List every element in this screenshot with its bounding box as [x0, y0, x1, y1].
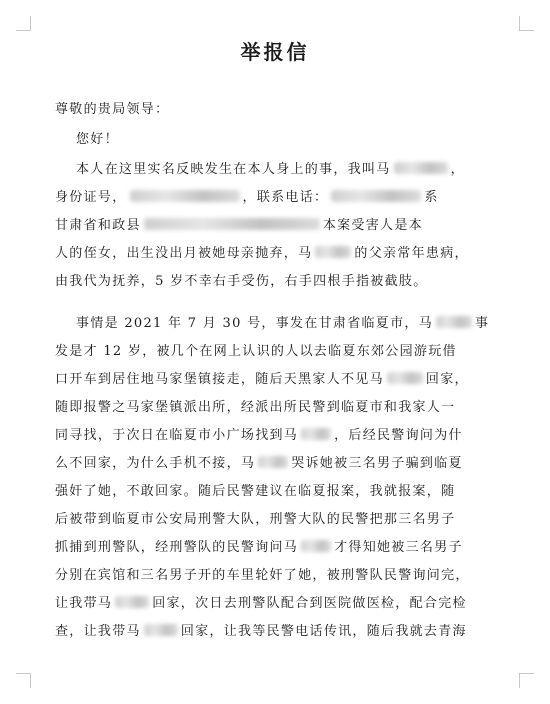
- letter-text: 让我带马: [55, 596, 113, 611]
- redacted-info: [387, 372, 423, 384]
- letter-text: 后被带到临夏市公安局刑警大队，刑警大队的民警把那三名男子: [55, 512, 456, 527]
- letter-line: [55, 480, 475, 499]
- letter-line: [55, 508, 475, 527]
- letter-text: ，联系电话：: [242, 190, 329, 205]
- letter-line: [55, 396, 475, 415]
- letter-text: 回家，: [425, 372, 469, 387]
- letter-text: 么不回家，为什么手机不接，马: [55, 456, 256, 471]
- redacted-info: [301, 540, 331, 552]
- page-corner-mark: [16, 16, 31, 31]
- letter-text: 身份证号，: [55, 190, 127, 205]
- letter-text: 随即报警之马家堡镇派出所，经派出所民警到临夏市和我家人一: [55, 400, 456, 415]
- redacted-info: [144, 218, 320, 230]
- letter-text: 口开车到居住地马家堡镇接走，随后天黑家人不见马: [55, 372, 384, 387]
- letter-text: 本人在这里实名反映发生在本人身上的事，我叫马: [76, 162, 391, 177]
- redacted-info: [315, 246, 351, 258]
- letter-line: [55, 242, 475, 261]
- letter-line: [55, 340, 475, 359]
- page-corner-mark: [519, 16, 534, 31]
- letter-line: [55, 564, 475, 583]
- letter-text: 才得知她被三名男子: [334, 540, 463, 555]
- letter-text: 查，让我带马: [55, 624, 141, 639]
- letter-text: 抓捕到刑警队，经刑警队的民警询问马: [55, 540, 299, 555]
- letter-text: 系: [424, 190, 439, 205]
- letter-text: 发是才 12 岁，被几个在网上认识的人以去临夏东郊公园游玩借: [55, 344, 457, 359]
- letter-text: 由我代为抚养，5 岁不幸右手受伤，右手四根手指被截肢。: [55, 274, 428, 289]
- letter-text: 事: [475, 316, 490, 331]
- redacted-info: [301, 428, 331, 440]
- document-title: 举报信: [240, 40, 310, 64]
- page-corner-mark: [16, 673, 31, 688]
- letter-line: [55, 536, 475, 555]
- letter-line: [55, 424, 475, 443]
- letter-text: 回家，让我等民警电话传讯，随后我就去青海: [180, 624, 467, 639]
- letter-text: 的父亲常年患病，: [354, 246, 469, 261]
- redacted-info: [394, 162, 448, 174]
- letter-text: 同寻找，于次日在临夏市小广场找到马: [55, 428, 299, 443]
- letter-line: [55, 368, 475, 387]
- letter-text: 事情是 2021 年 7 月 30 号，事发在甘肃省临夏市，马: [76, 316, 433, 331]
- letter-text: 回家，次日去刑警队配合到医院做医检，配合完检: [152, 596, 467, 611]
- page-corner-mark: [519, 673, 534, 688]
- letter-text: 哭诉她被三名男子骗到临夏: [291, 456, 463, 471]
- redacted-info: [115, 596, 149, 608]
- letter-line: [76, 158, 496, 177]
- letter-line: [76, 312, 496, 331]
- letter-text: ，: [450, 162, 465, 177]
- redacted-info: [130, 190, 240, 202]
- letter-text: 本案受害人是本: [322, 218, 423, 233]
- redacted-info: [144, 624, 178, 636]
- letter-line: [55, 186, 475, 205]
- redacted-info: [436, 316, 472, 328]
- letter-text: 强奸了她，不敢回家。随后民警建议在临夏报案，我就报案，随: [55, 484, 456, 499]
- letter-text: 分别在宾馆和三名男子开的车里轮奸了她，被刑警队民警询问完，: [55, 568, 470, 583]
- letter-line: [55, 270, 475, 289]
- letter-text: 人的侄女，出生没出月被她母亲抛弃，马: [55, 246, 313, 261]
- redacted-info: [258, 456, 288, 468]
- letter-line: [55, 592, 475, 611]
- letter-text: 甘肃省和政县: [55, 218, 141, 233]
- letter-line: [55, 620, 475, 639]
- letter-line: [55, 452, 475, 471]
- letter-line: [55, 214, 475, 233]
- letter-text: ，后经民警询问为什: [334, 428, 463, 443]
- redacted-info: [331, 190, 421, 202]
- greeting: 您好！: [76, 132, 119, 147]
- salutation: 尊敬的贵局领导：: [55, 102, 170, 117]
